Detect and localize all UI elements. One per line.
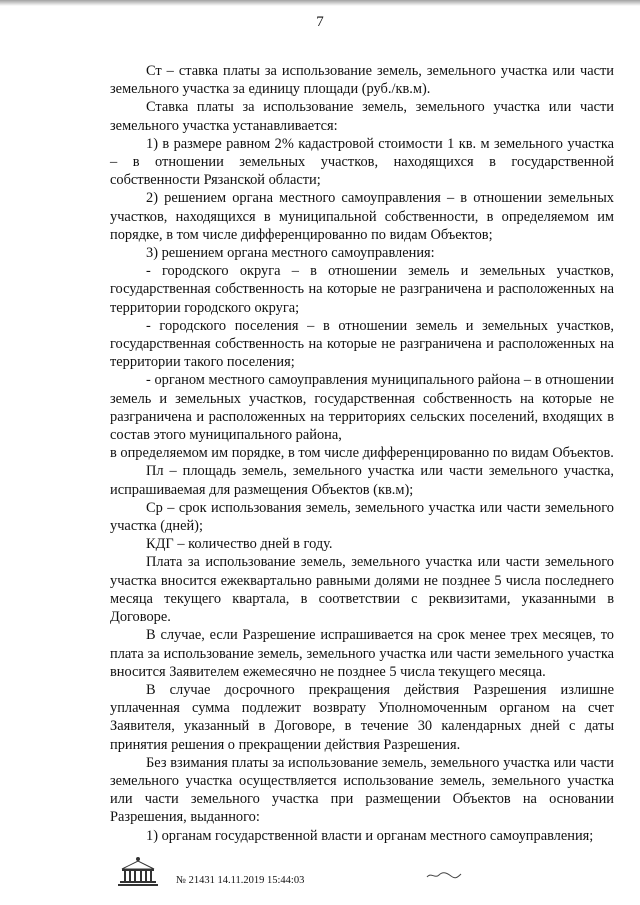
paragraph: 1) в размере равном 2% кадастровой стоимости 1 кв. м земельного участка – в отношении земельных участков, находящихся в государственной собственности Рязанской области; — [110, 135, 614, 189]
paragraph: Ставка платы за использование земель, земельного участка или части земельного участка устанавливается: — [110, 99, 614, 134]
paragraph: 2) решением органа местного самоуправления – в отношении земельных участков, находящихся в муниципальной собственности, в определяемом им порядке, в том числе дифференцированно по видам Объектов; — [110, 190, 614, 243]
paragraph: Плата за использование земель, земельного участка или части земельного участка вносится ежеквартально равными долями не позднее 5 числа последнего месяца текущего квартала, в соответствии с реквизитами, указанными в Договоре. — [110, 554, 614, 626]
document-body — [110, 62, 614, 845]
paragraph: 1) органам государственной власти и органам местного самоуправления; — [146, 827, 594, 844]
paragraph: Без взимания платы за использование земель, земельного участка или части земельного участка осуществляется использование земель, земельного участка или части земельного участка при размещении Объектов на основании Разрешения, выданного: — [110, 754, 614, 826]
paragraph: в определяемом им порядке, в том числе дифференцированно по видам Объектов. — [110, 445, 614, 462]
paragraph: Ср – срок использования земель, земельного участка или части земельного участка (дней); — [110, 499, 614, 535]
page-number: 7 — [316, 14, 324, 30]
government-building-stamp-icon — [118, 855, 158, 887]
paragraph: В случае, если Разрешение испрашивается на срок менее трех месяцев, то плата за использование земель, земельного участка или части земельного участка вносится Заявителем ежемесячно не позднее 5 числа текущего месяца. — [110, 627, 614, 680]
footer — [118, 855, 618, 895]
paragraph: В случае досрочного прекращения действия Разрешения излишне уплаченная сумма подлежит возврату Уполномоченным органом на счет Заявителя, указанный в Договоре, в течение 30 календарных дней с даты принятия решения о прекращении действия Разрешения. — [110, 681, 614, 753]
paragraph: 3) решением органа местного самоуправления: — [146, 245, 435, 262]
paragraph: Пл – площадь земель, земельного участка или части земельного участка, испрашиваемая для размещения Объектов (кв.м); — [110, 463, 614, 498]
signature-icon — [426, 869, 462, 881]
paragraph: КДГ – количество дней в году. — [146, 536, 333, 553]
paragraph: - городского поселения – в отношении земель и земельных участков, государственная собственность на которые не разграничена и расположенных на территории такого поселения; — [110, 317, 614, 371]
paragraph: - городского округа – в отношении земель и земельных участков, государственная собственность на которые не разграничена и расположенных на территории городского округа; — [110, 263, 614, 316]
scan-edge — [0, 0, 640, 6]
paragraph: Ст – ставка платы за использование земель, земельного участка или части земельного участка за единицу площади (руб./кв.м). — [110, 63, 614, 98]
registration-number: № 21431 14.11.2019 15:44:03 — [176, 875, 305, 886]
paragraph: - органом местного самоуправления муниципального района – в отношении земель и земельных участков, государственная собственность на которые не разграничена и расположенных на территориях сельских поселений, входящих в состав этого муниципального района, — [110, 372, 614, 444]
